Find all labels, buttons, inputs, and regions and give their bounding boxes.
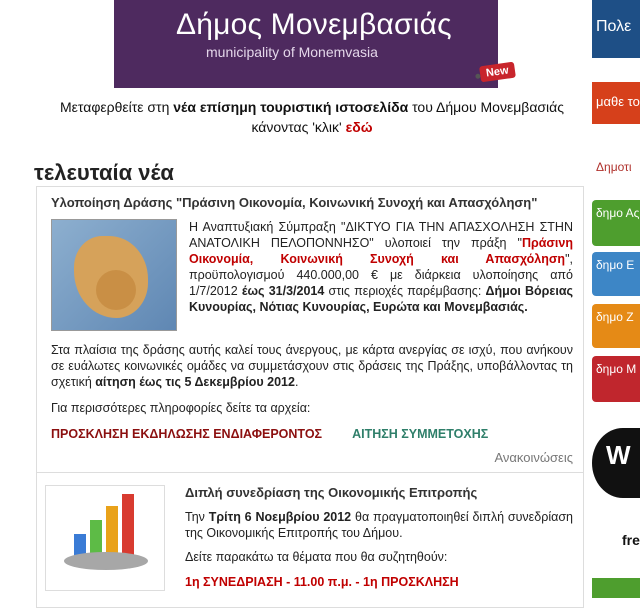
- banner-title: Δήμος Μονεμβασιάς: [176, 8, 452, 41]
- sidebar-item-8[interactable]: W: [592, 428, 640, 498]
- invitation-link[interactable]: ΠΡΟΣΚΛΗΣΗ ΕΚΔΗΛΩΣΗΣ ΕΝΔΙΑΦΕΡΟΝΤΟΣ: [51, 427, 323, 441]
- sidebar-item-4[interactable]: δημο Ας: [592, 200, 640, 246]
- sidebar-item-5[interactable]: δημο Ε: [592, 252, 640, 296]
- committee-meeting-image: [45, 485, 165, 591]
- sidebar-item-3[interactable]: Δημοτι: [596, 160, 632, 174]
- municipality-banner[interactable]: [114, 0, 498, 88]
- article-body-paragraph: Στα πλαίσια της δράσης αυτής καλεί τους άνεργους, με κάρτα ανεργίας σε ισχύ, που ανήκουν σε ευάλωτες κοινωνικές ομάδες να συμμετάσχουν στις δράσεις της Πράξης, υποβάλλοντας τη σχετική αίτηση έως τις 5 Δεκεμβρίου 2012.: [51, 343, 573, 389]
- sidebar-item-9[interactable]: fre: [622, 532, 640, 548]
- sidebar-item-6[interactable]: δημο Ζ: [592, 304, 640, 348]
- latest-news-title: τελευταία νέα: [34, 160, 174, 185]
- article-body: Την Τρίτη 6 Νοεμβρίου 2012 θα πραγματοποιηθεί διπλή συνεδρίαση της Οικονομικής Επιτροπής του Δήμου. Δείτε παρακάτω τα θέματα που θα συζητηθούν:: [185, 510, 573, 564]
- right-sidebar: [592, 0, 640, 598]
- session-link[interactable]: 1η ΣΥΝΕΔΡΙΑΣΗ - 11.00 π.μ. - 1η ΠΡΟΣΚΛΗΣΗ: [185, 575, 459, 589]
- divider: [37, 472, 583, 473]
- application-link[interactable]: ΑΙΤΗΣΗ ΣΥΜΜΕΤΟΧΗΣ: [352, 427, 489, 441]
- article-title[interactable]: Υλοποίηση Δράσης "Πράσινη Οικονομία, Κοινωνική Συνοχή και Απασχόληση": [51, 195, 538, 210]
- sidebar-item-10[interactable]: [592, 578, 640, 598]
- more-info-text: Για περισσότερες πληροφορίες δείτε τα αρχεία:: [51, 401, 311, 415]
- here-link[interactable]: εδώ: [345, 119, 373, 135]
- sidebar-item-2[interactable]: μαθε το: [592, 82, 640, 124]
- article-title[interactable]: Διπλή συνεδρίαση της Οικονομικής Επιτροπής: [185, 485, 478, 500]
- category-link[interactable]: Ανακοινώσεις: [494, 450, 573, 465]
- tourism-redirect-message: Μεταφερθείτε στη νέα επίσημη τουριστική ιστοσελίδα του Δήμου Μονεμβασιάς κάνοντας 'κλικ' εδώ: [59, 99, 564, 135]
- sidebar-item-1[interactable]: Πολε: [592, 0, 640, 58]
- peloponnese-map-image: [51, 219, 177, 331]
- article-body: Η Αναπτυξιακή Σύμπραξη "ΔΙΚΤΥΟ ΓΙΑ ΤΗΝ ΑΠΑΣΧΟΛΗΣΗ ΣΤΗΝ ΑΝΑΤΟΛΙΚΗ ΠΕΛΟΠΟΝΝΗΣΟ" υλοποιεί την πράξη "Πράσινη Οικονομία, Κοινωνική Συνοχή και Απασχόληση", προϋπολογισμού 440.000,00 € με διάρκεια υλοποίησης από 1/7/2012 έως 31/3/2014 στις περιοχές παρέμβασης: Δήμοι Βόρειας Κυνουρίας, Νότιας Κυνουρίας, Ευρώτα και Μονεμβασιάς.: [189, 220, 574, 314]
- attachment-links: [51, 427, 488, 441]
- news-list: [36, 186, 584, 608]
- new-badge: New: [479, 62, 516, 83]
- tourism-site-label: νέα επίσημη τουριστική ιστοσελίδα: [173, 99, 409, 115]
- banner-subtitle: municipality of Monemvasia: [206, 44, 378, 60]
- sidebar-item-7[interactable]: δημο Μ: [592, 356, 640, 402]
